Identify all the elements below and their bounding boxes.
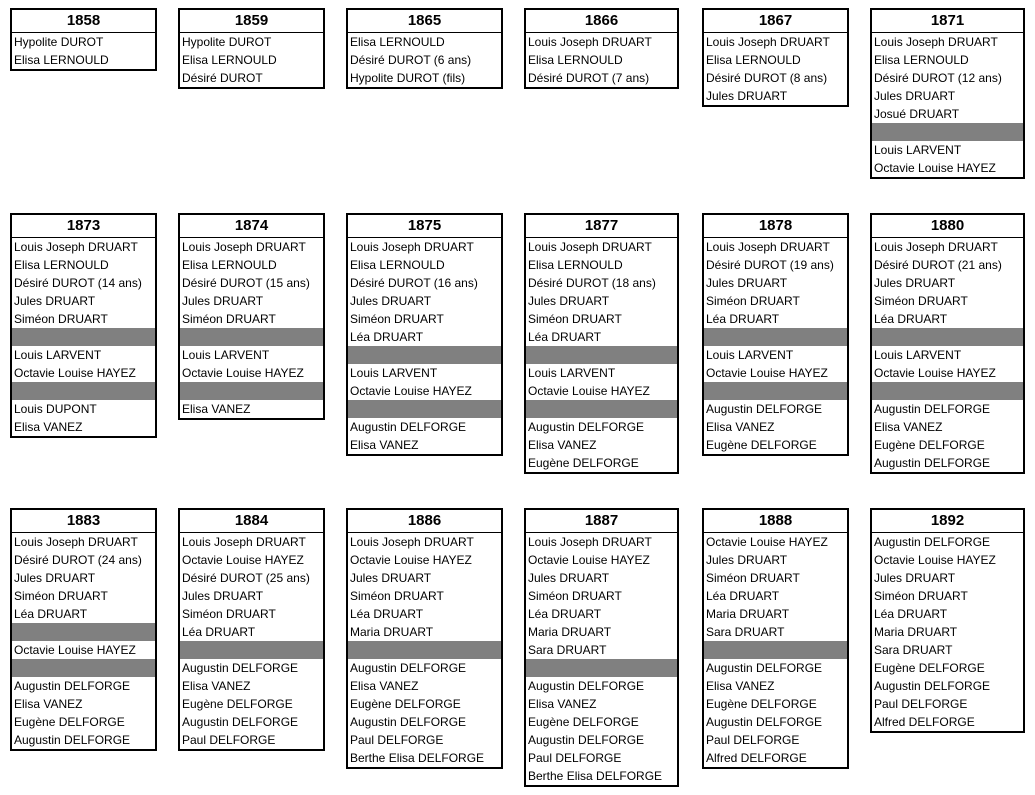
resident-name: Eugène DELFORGE bbox=[182, 697, 293, 711]
household-separator bbox=[526, 400, 677, 418]
resident-name: Augustin DELFORGE bbox=[874, 535, 991, 549]
resident-name: Désiré DUROT (15 ans) bbox=[182, 276, 310, 290]
resident-name: Siméon DRUART bbox=[182, 607, 276, 621]
year-heading: 1883 bbox=[12, 510, 155, 533]
resident-name: Léa DRUART bbox=[350, 607, 424, 621]
year-card bbox=[702, 508, 849, 769]
resident-name: Louis LARVENT bbox=[350, 366, 438, 380]
resident-name: Maria DRUART bbox=[874, 625, 958, 639]
resident-name: Jules DRUART bbox=[182, 589, 264, 603]
resident-name: Augustin DELFORGE bbox=[528, 420, 645, 434]
year-card bbox=[870, 508, 1025, 733]
resident-name: Augustin DELFORGE bbox=[874, 456, 991, 470]
resident-name: Louis LARVENT bbox=[528, 366, 616, 380]
resident-name: Elisa VANEZ bbox=[350, 679, 419, 693]
resident-name: Jules DRUART bbox=[706, 553, 788, 567]
household-separator bbox=[872, 382, 1023, 400]
resident-name: Augustin DELFORGE bbox=[14, 733, 131, 747]
resident-name: Siméon DRUART bbox=[706, 294, 800, 308]
resident-name: Louis Joseph DRUART bbox=[350, 240, 474, 254]
resident-name: Louis Joseph DRUART bbox=[874, 240, 998, 254]
resident-name: Elisa LERNOULD bbox=[528, 53, 623, 67]
resident-name: Léa DRUART bbox=[874, 312, 948, 326]
resident-name: Elisa VANEZ bbox=[528, 438, 597, 452]
resident-name: Elisa VANEZ bbox=[706, 420, 775, 434]
year-heading: 1867 bbox=[704, 10, 847, 33]
year-heading: 1884 bbox=[180, 510, 323, 533]
resident-name: Berthe Elisa DELFORGE bbox=[528, 769, 663, 783]
resident-name: Jules DRUART bbox=[350, 294, 432, 308]
household-separator bbox=[12, 328, 155, 346]
resident-name: Jules DRUART bbox=[350, 571, 432, 585]
resident-name: Louis LARVENT bbox=[706, 348, 794, 362]
year-card bbox=[10, 8, 157, 71]
year-card bbox=[524, 213, 679, 474]
household-separator bbox=[12, 382, 155, 400]
resident-name: Elisa LERNOULD bbox=[874, 53, 969, 67]
resident-name: Siméon DRUART bbox=[874, 589, 968, 603]
household-separator bbox=[12, 623, 155, 641]
resident-name: Maria DRUART bbox=[528, 625, 612, 639]
resident-name: Léa DRUART bbox=[350, 330, 424, 344]
resident-name: Paul DELFORGE bbox=[528, 751, 622, 765]
resident-name: Octavie Louise HAYEZ bbox=[528, 553, 650, 567]
resident-name: Léa DRUART bbox=[706, 589, 780, 603]
year-heading: 1886 bbox=[348, 510, 501, 533]
resident-name: Augustin DELFORGE bbox=[874, 679, 991, 693]
year-card bbox=[524, 508, 679, 787]
resident-name: Octavie Louise HAYEZ bbox=[182, 366, 304, 380]
resident-name: Elisa VANEZ bbox=[182, 402, 251, 416]
year-heading: 1866 bbox=[526, 10, 677, 33]
resident-name: Augustin DELFORGE bbox=[14, 679, 131, 693]
resident-name: Augustin DELFORGE bbox=[528, 679, 645, 693]
resident-name: Désiré DUROT (19 ans) bbox=[706, 258, 834, 272]
resident-name: Siméon DRUART bbox=[528, 312, 622, 326]
resident-name: Eugène DELFORGE bbox=[874, 438, 985, 452]
resident-name: Louis Joseph DRUART bbox=[350, 535, 474, 549]
resident-name: Louis Joseph DRUART bbox=[528, 35, 652, 49]
resident-name: Hypolite DUROT bbox=[14, 35, 104, 49]
resident-name: Siméon DRUART bbox=[182, 312, 276, 326]
resident-name: Jules DRUART bbox=[874, 89, 956, 103]
year-heading: 1874 bbox=[180, 215, 323, 238]
resident-name: Jules DRUART bbox=[528, 294, 610, 308]
resident-name: Sara DRUART bbox=[528, 643, 607, 657]
resident-name: Paul DELFORGE bbox=[182, 733, 276, 747]
household-separator bbox=[348, 346, 501, 364]
resident-name: Elisa LERNOULD bbox=[182, 258, 277, 272]
year-heading: 1887 bbox=[526, 510, 677, 533]
resident-name: Siméon DRUART bbox=[350, 312, 444, 326]
resident-name: Eugène DELFORGE bbox=[528, 456, 639, 470]
year-heading: 1873 bbox=[12, 215, 155, 238]
year-heading: 1859 bbox=[180, 10, 323, 33]
resident-name: Octavie Louise HAYEZ bbox=[706, 535, 828, 549]
resident-name: Louis DUPONT bbox=[14, 402, 97, 416]
resident-name: Augustin DELFORGE bbox=[528, 733, 645, 747]
resident-name: Louis LARVENT bbox=[14, 348, 102, 362]
resident-name: Eugène DELFORGE bbox=[706, 697, 817, 711]
resident-name: Elisa LERNOULD bbox=[350, 35, 445, 49]
resident-name: Siméon DRUART bbox=[874, 294, 968, 308]
resident-name: Elisa LERNOULD bbox=[350, 258, 445, 272]
year-heading: 1877 bbox=[526, 215, 677, 238]
household-separator bbox=[704, 328, 847, 346]
year-card bbox=[178, 8, 325, 89]
resident-name: Désiré DUROT bbox=[182, 71, 263, 85]
household-separator bbox=[704, 641, 847, 659]
resident-name: Elisa LERNOULD bbox=[706, 53, 801, 67]
household-separator bbox=[872, 328, 1023, 346]
resident-name: Augustin DELFORGE bbox=[706, 715, 823, 729]
resident-name: Louis Joseph DRUART bbox=[14, 535, 138, 549]
year-card bbox=[346, 8, 503, 89]
resident-name: Octavie Louise HAYEZ bbox=[706, 366, 828, 380]
resident-name: Léa DRUART bbox=[706, 312, 780, 326]
resident-name: Octavie Louise HAYEZ bbox=[350, 384, 472, 398]
year-card bbox=[870, 8, 1025, 179]
year-card bbox=[346, 508, 503, 769]
resident-name: Elisa LERNOULD bbox=[14, 53, 109, 67]
resident-name: Louis LARVENT bbox=[182, 348, 270, 362]
resident-name: Léa DRUART bbox=[528, 330, 602, 344]
resident-name: Louis LARVENT bbox=[874, 143, 962, 157]
resident-name: Louis Joseph DRUART bbox=[182, 240, 306, 254]
resident-name: Augustin DELFORGE bbox=[350, 661, 467, 675]
resident-name: Elisa VANEZ bbox=[14, 697, 83, 711]
resident-name: Jules DRUART bbox=[874, 571, 956, 585]
resident-name: Maria DRUART bbox=[350, 625, 434, 639]
year-heading: 1858 bbox=[12, 10, 155, 33]
household-separator bbox=[704, 382, 847, 400]
resident-name: Désiré DUROT (18 ans) bbox=[528, 276, 656, 290]
resident-name: Louis Joseph DRUART bbox=[874, 35, 998, 49]
resident-name: Paul DELFORGE bbox=[350, 733, 444, 747]
year-card bbox=[524, 8, 679, 89]
resident-name: Siméon DRUART bbox=[706, 571, 800, 585]
resident-name: Eugène DELFORGE bbox=[874, 661, 985, 675]
year-heading: 1878 bbox=[704, 215, 847, 238]
resident-name: Josué DRUART bbox=[874, 107, 960, 121]
resident-name: Siméon DRUART bbox=[528, 589, 622, 603]
resident-name: Jules DRUART bbox=[706, 276, 788, 290]
year-card bbox=[702, 213, 849, 456]
resident-name: Hypolite DUROT bbox=[182, 35, 272, 49]
resident-name: Désiré DUROT (16 ans) bbox=[350, 276, 478, 290]
resident-name: Berthe Elisa DELFORGE bbox=[350, 751, 485, 765]
resident-name: Désiré DUROT (25 ans) bbox=[182, 571, 310, 585]
resident-name: Sara DRUART bbox=[706, 625, 785, 639]
resident-name: Louis Joseph DRUART bbox=[182, 535, 306, 549]
household-separator bbox=[180, 641, 323, 659]
resident-name: Elisa VANEZ bbox=[874, 420, 943, 434]
resident-name: Maria DRUART bbox=[706, 607, 790, 621]
resident-name: Jules DRUART bbox=[706, 89, 788, 103]
resident-name: Octavie Louise HAYEZ bbox=[14, 643, 136, 657]
resident-name: Augustin DELFORGE bbox=[874, 402, 991, 416]
year-heading: 1871 bbox=[872, 10, 1023, 33]
resident-name: Augustin DELFORGE bbox=[706, 402, 823, 416]
year-heading: 1888 bbox=[704, 510, 847, 533]
resident-name: Désiré DUROT (24 ans) bbox=[14, 553, 142, 567]
resident-name: Léa DRUART bbox=[528, 607, 602, 621]
household-separator bbox=[526, 659, 677, 677]
resident-name: Octavie Louise HAYEZ bbox=[874, 161, 996, 175]
resident-name: Jules DRUART bbox=[14, 571, 96, 585]
resident-name: Désiré DUROT (8 ans) bbox=[706, 71, 828, 85]
year-heading: 1892 bbox=[872, 510, 1023, 533]
year-heading: 1865 bbox=[348, 10, 501, 33]
resident-name: Désiré DUROT (21 ans) bbox=[874, 258, 1002, 272]
household-separator bbox=[872, 123, 1023, 141]
resident-name: Elisa LERNOULD bbox=[528, 258, 623, 272]
resident-name: Octavie Louise HAYEZ bbox=[14, 366, 136, 380]
resident-name: Eugène DELFORGE bbox=[350, 697, 461, 711]
resident-name: Octavie Louise HAYEZ bbox=[350, 553, 472, 567]
resident-name: Jules DRUART bbox=[528, 571, 610, 585]
resident-name: Augustin DELFORGE bbox=[350, 715, 467, 729]
resident-name: Elisa VANEZ bbox=[528, 697, 597, 711]
resident-name: Jules DRUART bbox=[182, 294, 264, 308]
resident-name: Sara DRUART bbox=[874, 643, 953, 657]
year-card bbox=[10, 508, 157, 751]
resident-name: Louis Joseph DRUART bbox=[706, 35, 830, 49]
resident-name: Siméon DRUART bbox=[350, 589, 444, 603]
resident-name: Désiré DUROT (12 ans) bbox=[874, 71, 1002, 85]
resident-name: Louis Joseph DRUART bbox=[528, 240, 652, 254]
resident-name: Alfred DELFORGE bbox=[874, 715, 975, 729]
resident-name: Eugène DELFORGE bbox=[14, 715, 125, 729]
resident-name: Augustin DELFORGE bbox=[182, 661, 299, 675]
year-heading: 1875 bbox=[348, 215, 501, 238]
resident-name: Elisa VANEZ bbox=[182, 679, 251, 693]
resident-name: Elisa VANEZ bbox=[350, 438, 419, 452]
household-separator bbox=[12, 659, 155, 677]
resident-name: Elisa VANEZ bbox=[14, 420, 83, 434]
resident-name: Siméon DRUART bbox=[14, 312, 108, 326]
resident-name: Désiré DUROT (6 ans) bbox=[350, 53, 472, 67]
year-card bbox=[178, 508, 325, 751]
resident-name: Alfred DELFORGE bbox=[706, 751, 807, 765]
household-separator bbox=[180, 382, 323, 400]
resident-name: Paul DELFORGE bbox=[874, 697, 968, 711]
year-heading: 1880 bbox=[872, 215, 1023, 238]
year-card bbox=[702, 8, 849, 107]
resident-name: Jules DRUART bbox=[874, 276, 956, 290]
resident-name: Octavie Louise HAYEZ bbox=[182, 553, 304, 567]
resident-name: Léa DRUART bbox=[182, 625, 256, 639]
year-card bbox=[178, 213, 325, 420]
resident-name: Octavie Louise HAYEZ bbox=[874, 553, 996, 567]
year-card bbox=[10, 213, 157, 438]
resident-name: Jules DRUART bbox=[14, 294, 96, 308]
resident-name: Augustin DELFORGE bbox=[706, 661, 823, 675]
year-card bbox=[346, 213, 503, 456]
resident-name: Louis Joseph DRUART bbox=[706, 240, 830, 254]
household-separator bbox=[348, 400, 501, 418]
resident-name: Eugène DELFORGE bbox=[528, 715, 639, 729]
resident-name: Siméon DRUART bbox=[14, 589, 108, 603]
resident-name: Elisa LERNOULD bbox=[14, 258, 109, 272]
household-separator bbox=[180, 328, 323, 346]
resident-name: Hypolite DUROT (fils) bbox=[350, 71, 466, 85]
resident-name: Augustin DELFORGE bbox=[350, 420, 467, 434]
resident-name: Léa DRUART bbox=[14, 607, 88, 621]
resident-name: Louis LARVENT bbox=[874, 348, 962, 362]
resident-name: Augustin DELFORGE bbox=[182, 715, 299, 729]
household-separator bbox=[526, 346, 677, 364]
resident-name: Louis Joseph DRUART bbox=[528, 535, 652, 549]
resident-name: Elisa LERNOULD bbox=[182, 53, 277, 67]
resident-name: Octavie Louise HAYEZ bbox=[528, 384, 650, 398]
resident-name: Eugène DELFORGE bbox=[706, 438, 817, 452]
resident-name: Paul DELFORGE bbox=[706, 733, 800, 747]
resident-name: Louis Joseph DRUART bbox=[14, 240, 138, 254]
resident-name: Désiré DUROT (7 ans) bbox=[528, 71, 650, 85]
resident-name: Octavie Louise HAYEZ bbox=[874, 366, 996, 380]
resident-name: Léa DRUART bbox=[874, 607, 948, 621]
resident-name: Désiré DUROT (14 ans) bbox=[14, 276, 142, 290]
household-separator bbox=[348, 641, 501, 659]
year-card bbox=[870, 213, 1025, 474]
resident-name: Elisa VANEZ bbox=[706, 679, 775, 693]
